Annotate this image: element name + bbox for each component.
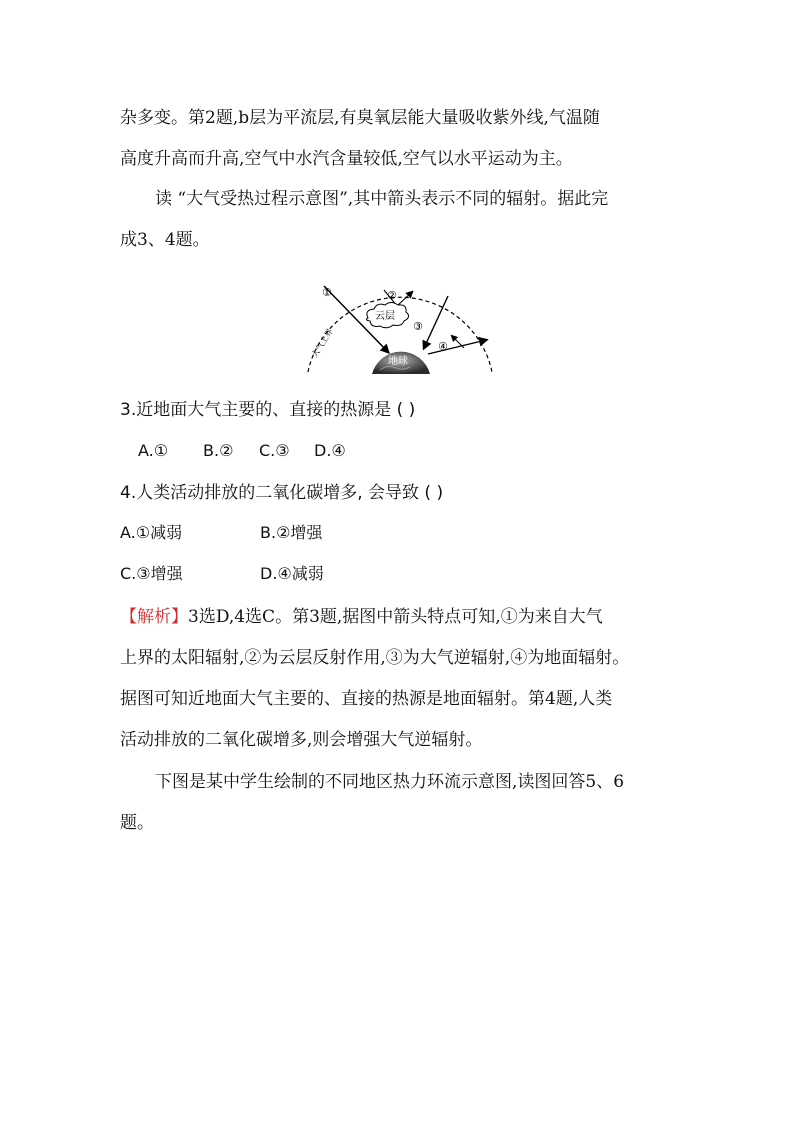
arrow-2-out: [397, 292, 412, 306]
intro-line-2: 成3、4题。: [120, 230, 210, 250]
q3-option-b: B.②: [203, 441, 234, 460]
paragraph-line-2: 高度升高而升高,空气中水汽含量较低,空气以水平运动为主。: [120, 149, 573, 169]
next-intro-line-1: 下图是某中学生绘制的不同地区热力环流示意图,读图回答5、6: [155, 772, 625, 792]
cloud-label: 云层: [375, 311, 395, 322]
q4-option-d: D.④减弱: [260, 564, 324, 583]
paragraph-line-1: 杂多变。第2题,b层为平流层,有臭氧层能大量吸收紫外线,气温随: [120, 108, 600, 128]
label-1: ①: [322, 286, 332, 299]
q4-option-b: B.②增强: [260, 523, 323, 542]
q3-option-c: C.③: [259, 441, 290, 460]
analysis-line-2: 上界的太阳辐射,②为云层反射作用,③为大气逆辐射,④为地面辐射。: [120, 648, 630, 668]
atmosphere-heating-diagram: [300, 278, 500, 374]
analysis-line-3: 据图可知近地面大气主要的、直接的热源是地面辐射。第4题,人类: [120, 689, 613, 709]
next-intro-line-2: 题。: [120, 813, 154, 833]
arrow-ground-radiation: [428, 340, 486, 354]
analysis-tag: 【解析】: [120, 607, 188, 627]
label-3: ③: [413, 320, 423, 333]
question-3-stem: 3.近地面大气主要的、直接的热源是 ( ): [120, 400, 416, 420]
q4-option-c: C.③增强: [120, 564, 183, 583]
analysis-line-4: 活动排放的二氧化碳增多,则会增强大气逆辐射。: [120, 730, 483, 750]
analysis-text-1: 3选D,4选C。第3题,据图中箭头特点可知,①为来自大气: [188, 607, 603, 627]
intro-line-1: 读 “大气受热过程示意图”,其中箭头表示不同的辐射。据此完: [155, 189, 609, 209]
label-2: ②: [387, 289, 397, 302]
atmosphere-top-label: 大气上界: [310, 327, 335, 360]
q3-option-a: A.①: [138, 441, 169, 460]
earth-label: 地球: [388, 356, 408, 367]
analysis-line-1: [120, 605, 603, 629]
question-4-stem: 4.人类活动排放的二氧化碳增多, 会导致 ( ): [120, 483, 444, 503]
label-4: ④: [438, 340, 448, 353]
q4-option-a: A.①减弱: [120, 523, 183, 542]
q3-option-d: D.④: [314, 441, 346, 460]
